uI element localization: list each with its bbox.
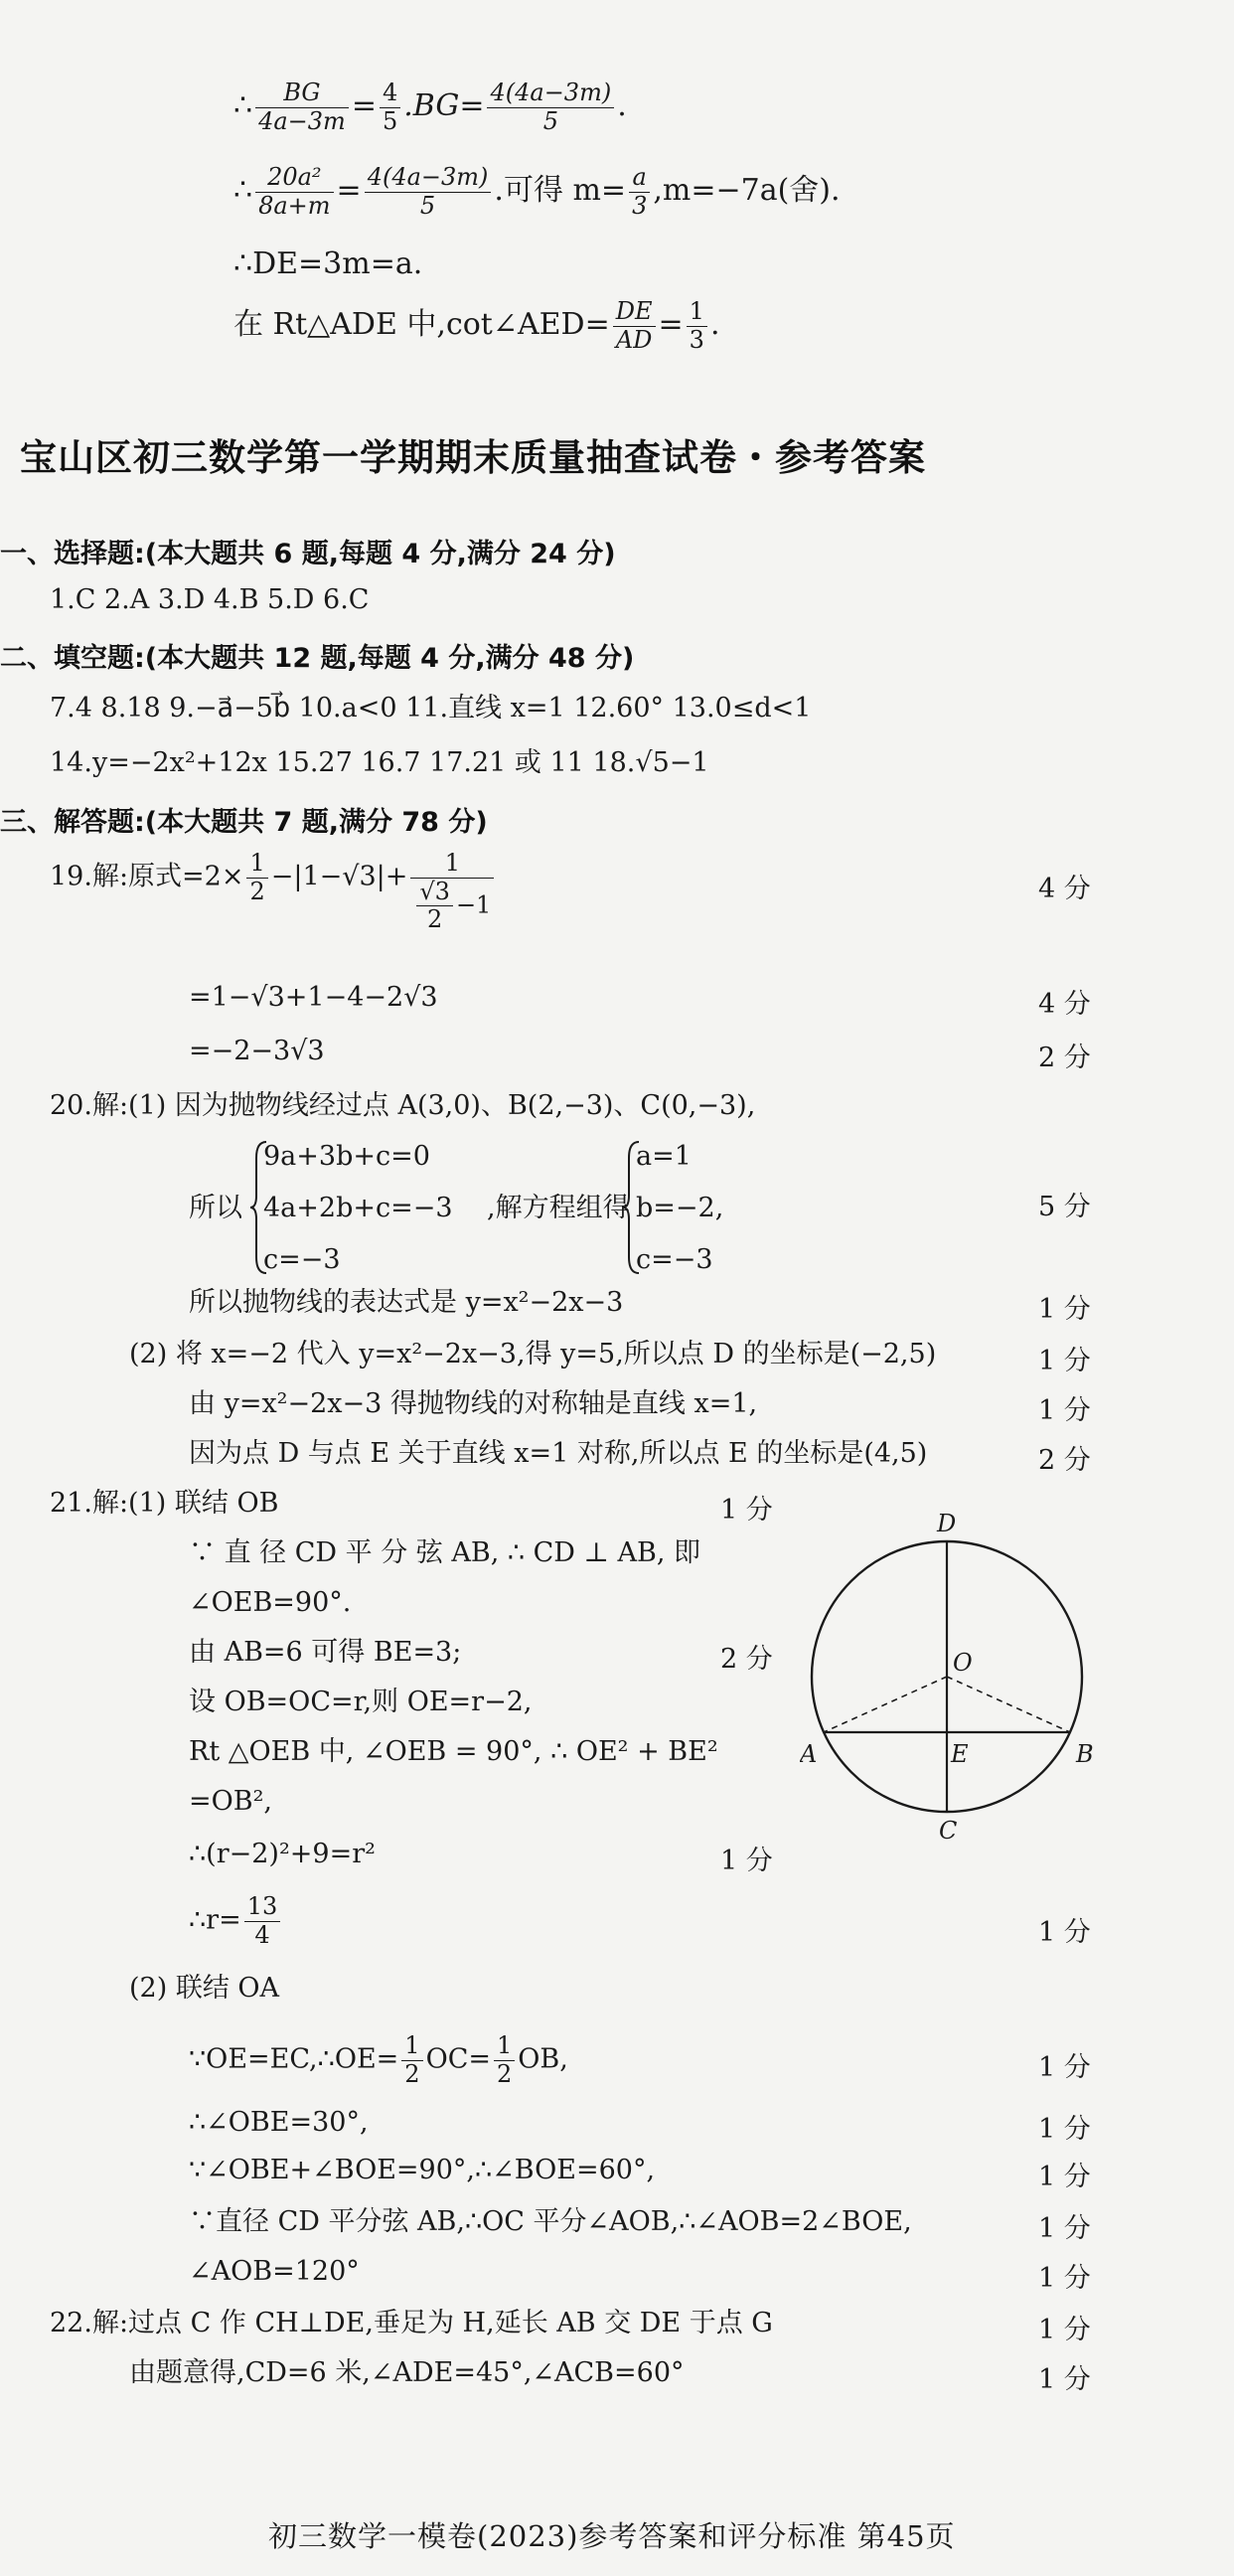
text: .BG= [403, 88, 485, 124]
q21-line-9 [189, 1893, 283, 1949]
q20-part2-line-3: 因为点 D 与点 E 关于直线 x=1 对称,所以点 E 的坐标是(4,5) [189, 1438, 928, 1469]
q21-part2-line-4: ∵直径 CD 平分弦 AB,∴OC 平分∠AOB,∴∠AOB=2∠BOE, [189, 2206, 912, 2237]
denominator: 2 [404, 2059, 420, 2088]
numerator: 4 [380, 80, 400, 108]
numerator: 20a² [255, 164, 333, 193]
q20-system-eq-2: 4a+2b+c=−3 [263, 1193, 453, 1223]
score: 4 分 [1038, 989, 1091, 1020]
text: ∴ [233, 88, 253, 124]
label-c: C [939, 1817, 958, 1844]
q21-part2-line-2: ∴∠OBE=30°, [189, 2107, 369, 2138]
prev-line-4 [233, 298, 719, 354]
q20-system-prefix: 所以 [189, 1193, 242, 1223]
q20-system-mid: ,解方程组得 [487, 1193, 630, 1223]
prev-line-3: ∴DE=3m=a. [233, 246, 423, 281]
section-2-answers-row-2: 14.y=−2x²+12x 15.27 16.7 17.21 或 11 18.√5−1 [50, 747, 709, 778]
numerator: 4(4a−3m) [487, 80, 614, 108]
q20-solution-3: c=−3 [636, 1244, 713, 1275]
denominator: 5 [419, 191, 436, 220]
text: 19.解:原式=2× [50, 861, 244, 892]
denominator [410, 879, 494, 934]
label-d: D [937, 1510, 957, 1537]
text: . [709, 307, 720, 343]
prev-line-2 [233, 164, 841, 220]
text: . [617, 88, 627, 124]
fraction [487, 80, 614, 135]
label-e: E [951, 1740, 969, 1768]
q20-solution-2: b=−2, [636, 1193, 724, 1223]
numerator: 13 [244, 1893, 281, 1922]
fraction [416, 879, 453, 934]
label-o: O [953, 1649, 973, 1677]
segment-ob [947, 1677, 1070, 1732]
score: 2 分 [1038, 1445, 1091, 1476]
q21-line-1: 21.解:(1) 联结 OB [50, 1488, 279, 1519]
denominator: 2 [496, 2059, 513, 2088]
score: 2 分 [720, 1644, 773, 1675]
score: 1 分 [1038, 1294, 1091, 1325]
fraction [365, 164, 492, 220]
score: 1 分 [720, 1846, 773, 1876]
score: 2 分 [1038, 1043, 1091, 1073]
fraction [687, 298, 707, 354]
q20-expression: 所以抛物线的表达式是 y=x²−2x−3 [189, 1287, 624, 1318]
denominator: 8a+m [258, 191, 331, 220]
q22-line-1: 22.解:过点 C 作 CH⊥DE,垂足为 H,延长 AB 交 DE 于点 G [50, 2308, 773, 2338]
q20-line-1: 20.解:(1) 因为抛物线经过点 A(3,0)、B(2,−3)、C(0,−3), [50, 1090, 756, 1121]
numerator: a [629, 164, 650, 193]
q19-line-1 [50, 850, 497, 934]
denominator: 2 [427, 905, 443, 934]
page-title: 宝山区初三数学第一学期期末质量抽查试卷・参考答案 [20, 436, 926, 479]
score: 4 分 [1038, 874, 1091, 904]
text: = [351, 88, 377, 124]
fraction [494, 2032, 515, 2088]
score: 1 分 [1038, 1395, 1091, 1426]
score: 1 分 [1038, 2213, 1091, 2244]
fraction [255, 80, 349, 135]
denominator: 4a−3m [258, 106, 346, 135]
numerator: 1 [246, 850, 267, 879]
denominator: 2 [249, 877, 265, 905]
fraction [613, 298, 656, 354]
numerator: 1 [410, 850, 494, 879]
q21-part2-line-3: ∵∠OBE+∠BOE=90°,∴∠BOE=60°, [189, 2155, 656, 2185]
score: 1 分 [1038, 1917, 1091, 1948]
q21-line-2: ∵ 直 径 CD 平 分 弦 AB, ∴ CD ⊥ AB, 即 [189, 1537, 701, 1568]
fraction [244, 1893, 281, 1949]
numerator: √3 [416, 879, 453, 907]
page-footer: 初三数学一模卷(2023)参考答案和评分标准 第45页 [268, 2519, 956, 2553]
fraction [629, 164, 650, 220]
text: ∴ [233, 173, 253, 209]
q20-part2-line-1: (2) 将 x=−2 代入 y=x²−2x−3,得 y=5,所以点 D 的坐标是(−2,5) [129, 1339, 937, 1369]
section-1-answers: 1.C 2.A 3.D 4.B 5.D 6.C [50, 584, 370, 615]
q21-line-7: =OB², [189, 1786, 273, 1817]
q21-line-8: ∴(r−2)²+9=r² [189, 1839, 376, 1869]
q21-line-5: 设 OB=OC=r,则 OE=r−2, [189, 1687, 533, 1717]
fraction [246, 850, 267, 905]
text: 在 Rt△ADE 中,cot∠AED= [233, 307, 610, 343]
denominator: 3 [689, 325, 704, 354]
text: OC= [425, 2043, 491, 2075]
fraction [401, 2032, 422, 2088]
denominator: 5 [382, 106, 398, 135]
score: 5 分 [1038, 1192, 1091, 1222]
q21-part2-heading: (2) 联结 OA [129, 1973, 280, 2004]
section-3-heading: 三、解答题:(本大题共 7 题,满分 78 分) [0, 807, 488, 838]
q21-part2-line-5: ∠AOB=120° [189, 2256, 360, 2287]
q21-line-4: 由 AB=6 可得 BE=3; [189, 1637, 462, 1668]
q21-line-6: Rt △OEB 中, ∠OEB = 90°, ∴ OE² + BE² [189, 1736, 718, 1767]
score: 1 分 [1038, 2315, 1091, 2345]
compound-fraction [410, 850, 494, 934]
score: 1 分 [1038, 2364, 1091, 2395]
text: .可得 m= [494, 173, 627, 209]
q20-part2-line-2: 由 y=x²−2x−3 得抛物线的对称轴是直线 x=1, [189, 1388, 758, 1419]
q21-line-3: ∠OEB=90°. [189, 1587, 352, 1618]
circle-diagram [800, 1506, 1098, 1844]
q19-line-3: =−2−3√3 [189, 1036, 325, 1066]
section-2-heading: 二、填空题:(本大题共 12 题,每题 4 分,满分 48 分) [0, 643, 635, 674]
denominator: AD [615, 325, 653, 354]
segment-oa [824, 1677, 947, 1732]
denominator: 4 [254, 1920, 270, 1949]
label-a: A [800, 1740, 818, 1768]
text: = [336, 173, 362, 209]
denominator: 5 [542, 106, 558, 135]
section-1-heading: 一、选择题:(本大题共 6 题,每题 4 分,满分 24 分) [0, 539, 616, 569]
score: 1 分 [1038, 2052, 1091, 2083]
numerator: 1 [494, 2032, 515, 2061]
score: 1 分 [1038, 1346, 1091, 1376]
text: −|1−√3|+ [270, 861, 408, 892]
text: = [658, 307, 684, 343]
numerator: 1 [687, 298, 707, 327]
numerator: BG [255, 80, 349, 108]
q22-line-2: 由题意得,CD=6 米,∠ADE=45°,∠ACB=60° [129, 2357, 685, 2388]
text: OB, [518, 2043, 568, 2075]
score: 1 分 [720, 1495, 773, 1526]
text: ∴r= [189, 1904, 241, 1936]
numerator: DE [613, 298, 656, 327]
q20-solution-1: a=1 [636, 1141, 692, 1172]
text: −1 [455, 890, 492, 919]
numerator: 1 [401, 2032, 422, 2061]
q19-line-2: =1−√3+1−4−2√3 [189, 982, 438, 1013]
q20-system-eq-3: c=−3 [263, 1244, 341, 1275]
score: 1 分 [1038, 2263, 1091, 2294]
numerator: 4(4a−3m) [365, 164, 492, 193]
prev-line-1 [233, 80, 627, 135]
score: 1 分 [1038, 2162, 1091, 2192]
section-2-answers-row-1: 7.4 8.18 9.−a⃗−5b⃗ 10.a<0 11.直线 x=1 12.60° 13.0≤d<1 [50, 693, 812, 724]
q20-system-eq-1: 9a+3b+c=0 [263, 1141, 430, 1172]
text: ∵OE=EC,∴OE= [189, 2043, 399, 2075]
score: 1 分 [1038, 2114, 1091, 2145]
label-b: B [1076, 1740, 1094, 1768]
fraction [255, 164, 333, 220]
text: ,m=−7a(舍). [653, 173, 841, 209]
denominator: 3 [632, 191, 648, 220]
q21-part2-line-1 [189, 2032, 568, 2088]
fraction [380, 80, 400, 135]
